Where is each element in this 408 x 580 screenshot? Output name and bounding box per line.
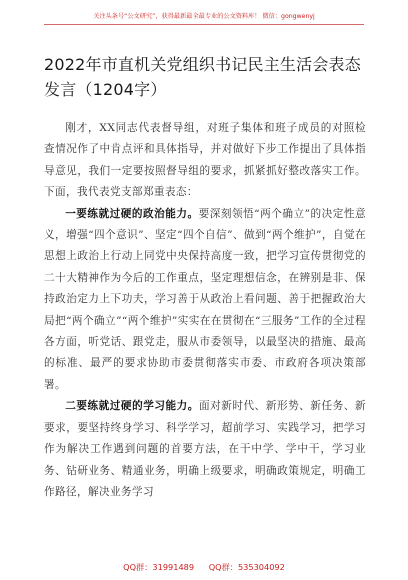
paragraph-political-ability [44,204,366,397]
paragraph-lead: 二要练就过硬的学习能力。 [65,400,199,413]
paragraph-learning-ability [44,396,366,503]
footer [0,561,408,573]
document-title: 2022年市直机关党组织书记民主生活会表态发言（1204字） [44,55,361,99]
paragraph-text: 面对新时代、新形势、新任务、新要求，要坚持终身学习、科学学习，超前学习、实践学习，把学习作为解决工作遇到问题的首要方法，在干中学、学中干，学习业务、钻研业务、精通业务，明确上级要求，明确政策规定，明确工作路径，解决业务学习 [44,400,366,498]
paragraph-intro [44,118,366,204]
footer-qq-group-1: QQ群：31991489 [123,562,195,572]
paragraph-text: 刚才，XX同志代表督导组，对班子集体和班子成员的对照检查情况作了中肯点评和具体指导，并对做好下步工作提出了具体指导意见，我们一定要按照督导组的要求，抓紧抓好整改落实工作。下面，我代表党支部郑重表态： [44,122,366,199]
paragraph-text: 要深刻领悟“两个确立”的决定性意义，增强“四个意识”、坚定“四个自信”、做到“两个维护”，自觉在思想上政治上行动上同党中央保持高度一致，把学习宣传贯彻党的二十大精神作为今后的工作重点，坚定理想信念，在辨别是非、保持政治定力上下功夫，学习善于从政治上看问题、善于把握政治大局把“两个确立”“两个维护”实实在在贯彻在“三服务”工作的全过程各方面，听党话、跟党走，服从市委领导，以最坚决的措施、最高的标准、最严的要求协助市委贯彻落实市委、市政府各项决策部署。 [44,207,366,391]
footer-qq-group-2: QQ群：535304092 [208,562,285,572]
header-banner: 关注头条号“公文研究”，获得最新最全最专业的公文资料库！ 微信：gongwenyj [93,13,315,20]
header-divider [44,24,364,25]
document-body [44,118,366,503]
paragraph-lead: 一要练就过硬的政治能力。 [65,207,199,220]
